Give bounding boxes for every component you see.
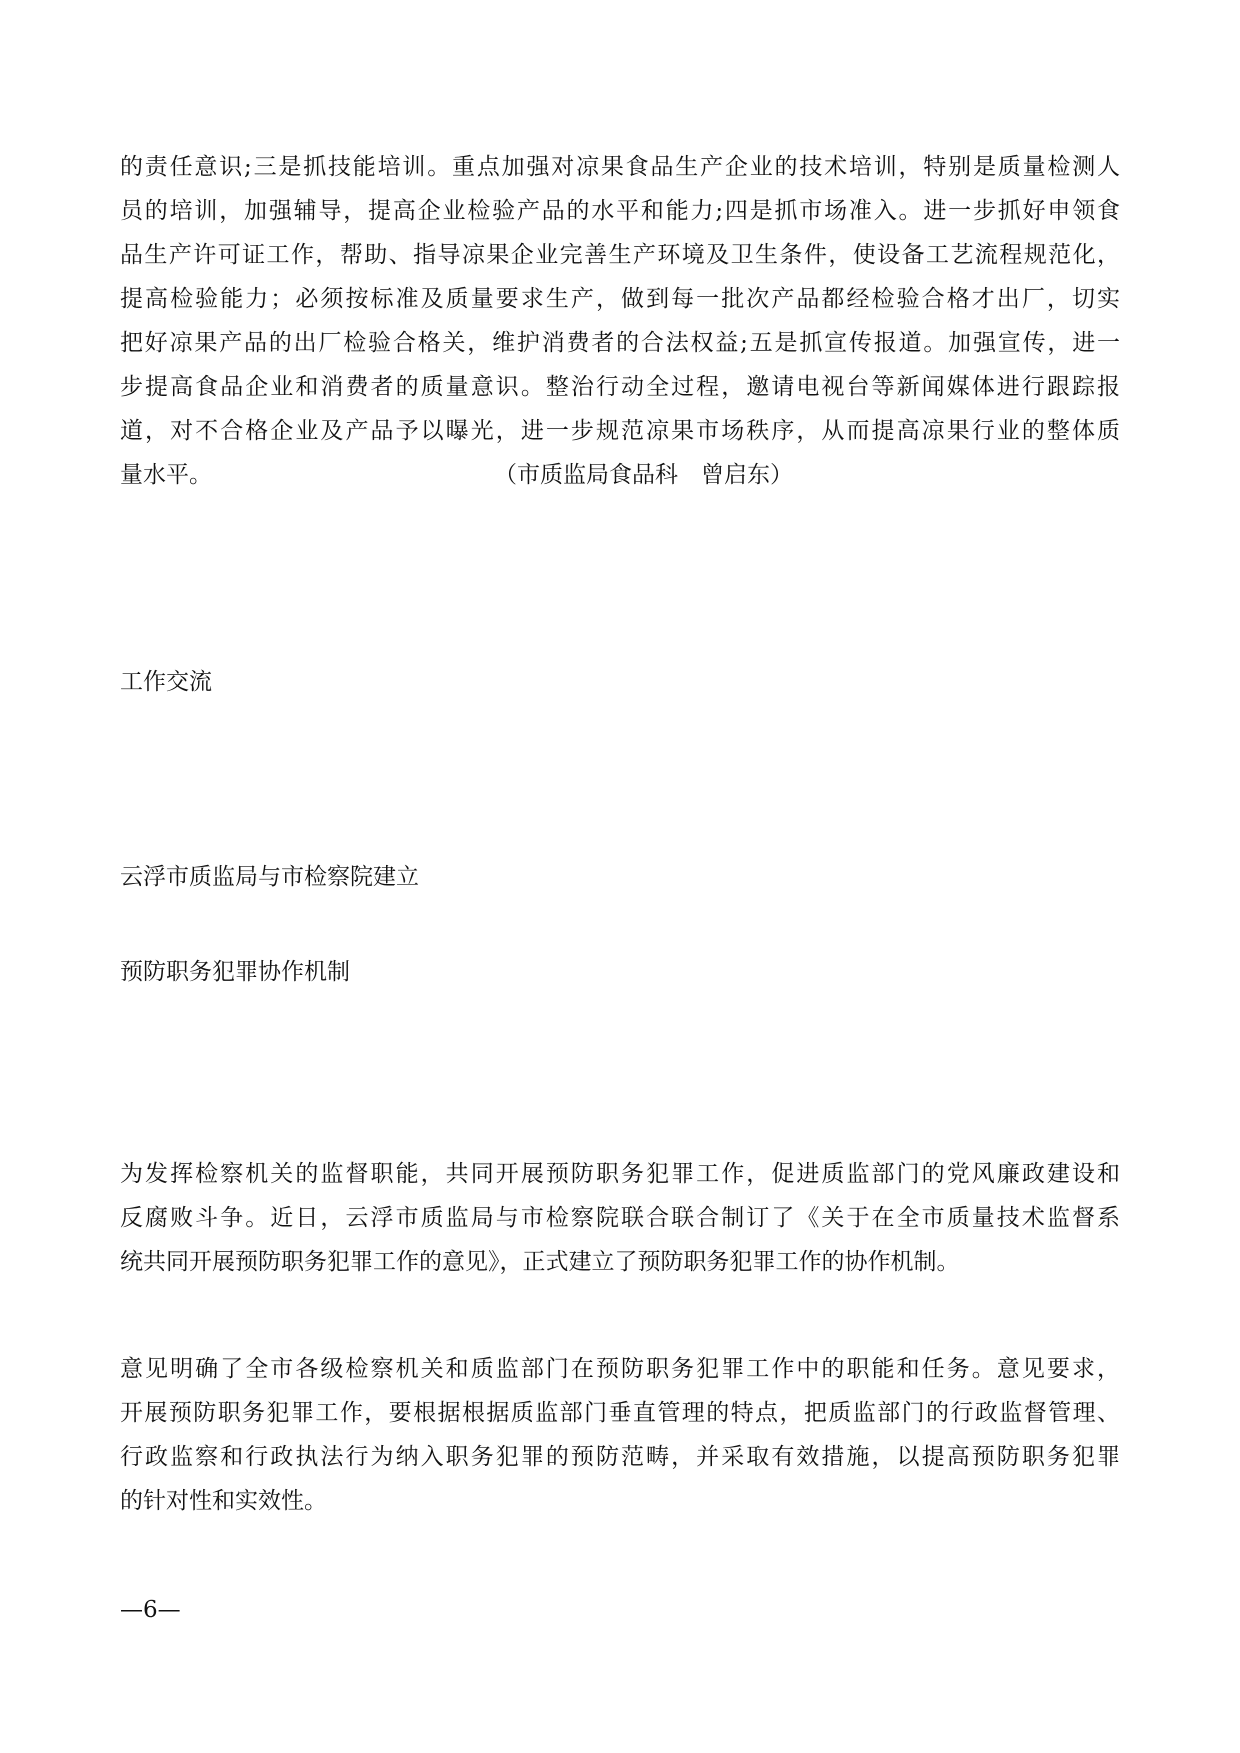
text-line: 意见明确了全市各级检察机关和质监部门在预防职务犯罪工作中的职能和任务。意见要求， [120,1356,1120,1382]
author-byline: （市质监局食品科 曾启东） [494,462,793,488]
article-title-line-1: 云浮市质监局与市检察院建立 [120,864,419,890]
text-line: 统共同开展预防职务犯罪工作的意见》，正式建立了预防职务犯罪工作的协作机制。 [120,1249,960,1275]
page-number: —6— [120,1597,181,1623]
text-line: 开展预防职务犯罪工作，要根据根据质监部门垂直管理的特点，把质监部门的行政监督管理、 [120,1400,1120,1426]
text-line: 步提高食品企业和消费者的质量意识。整治行动全过程，邀请电视台等新闻媒体进行跟踪报 [120,374,1120,400]
text-line: 的针对性和实效性。 [120,1488,327,1514]
byline-row [120,453,1120,497]
text-line: 员的培训，加强辅导，提高企业检验产品的水平和能力;四是抓市场准入。进一步抓好申领食 [120,198,1120,224]
text-line: 提高检验能力；必须按标准及质量要求生产，做到每一批次产品都经检验合格才出厂，切实 [120,286,1120,312]
text-line: 反腐败斗争。近日，云浮市质监局与市检察院联合联合制订了《关于在全市质量技术监督系 [120,1205,1120,1231]
section-label: 工作交流 [120,669,212,695]
text-line: 为发挥检察机关的监督职能，共同开展预防职务犯罪工作，促进质监部门的党风廉政建设和 [120,1161,1120,1187]
article-title-line-2: 预防职务犯罪协作机制 [120,959,350,985]
text-line: 品生产许可证工作，帮助、指导凉果企业完善生产环境及卫生条件，使设备工艺流程规范化， [120,242,1120,268]
paragraph-2 [120,1347,1120,1523]
text-line: 量水平。 [120,462,212,488]
paragraph-1 [120,1152,1120,1284]
text-line: 行政监察和行政执法行为纳入职务犯罪的预防范畴，并采取有效措施，以提高预防职务犯罪 [120,1444,1120,1470]
article-continued-paragraph [120,145,1120,497]
text-line: 道，对不合格企业及产品予以曝光，进一步规范凉果市场秩序，从而提高凉果行业的整体质 [120,418,1120,444]
text-line: 把好凉果产品的出厂检验合格关，维护消费者的合法权益;五是抓宣传报道。加强宣传，进一 [120,330,1120,356]
text-line: 的责任意识;三是抓技能培训。重点加强对凉果食品生产企业的技术培训，特别是质量检测人 [120,154,1120,180]
